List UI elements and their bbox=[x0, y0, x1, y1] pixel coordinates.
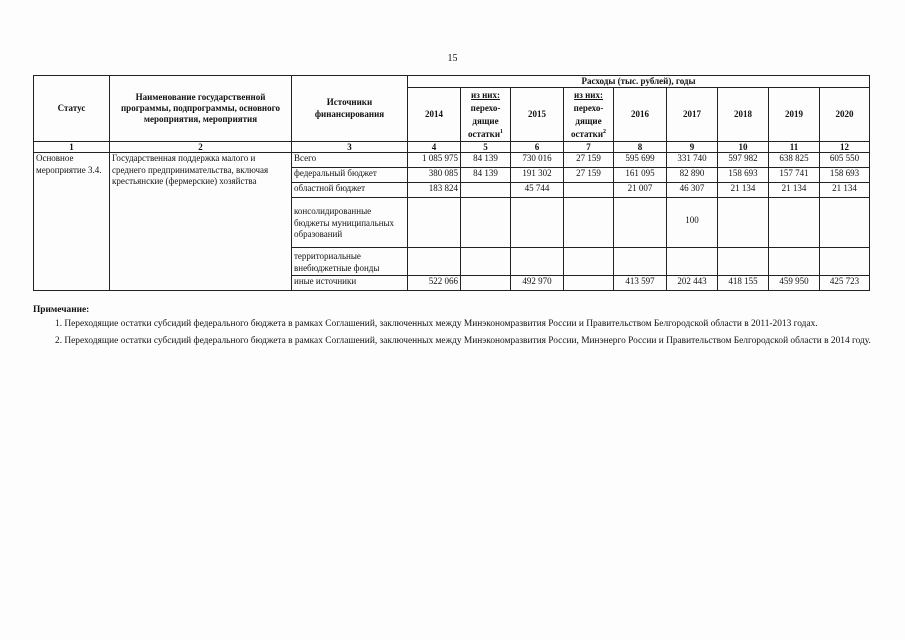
value-cell: 46 307 bbox=[667, 183, 718, 198]
column-number: 6 bbox=[511, 142, 564, 153]
value-cell: 492 970 bbox=[511, 276, 564, 291]
source-cell: территориальные внебюджетные фонды bbox=[292, 248, 408, 276]
value-cell: 21 007 bbox=[614, 183, 667, 198]
column-number: 4 bbox=[408, 142, 461, 153]
value-cell bbox=[408, 198, 461, 248]
value-cell: 82 890 bbox=[667, 168, 718, 183]
program-cell: Государственная поддержка малого и среднего предпринимательства, включая крестьянские (фермерские) хозяйства bbox=[110, 153, 292, 291]
value-cell: 380 085 bbox=[408, 168, 461, 183]
value-cell bbox=[564, 276, 614, 291]
value-cell bbox=[718, 248, 769, 276]
header-year-2015: 2015 bbox=[511, 88, 564, 142]
value-cell bbox=[769, 248, 820, 276]
header-year-2014: 2014 bbox=[408, 88, 461, 142]
value-cell: 45 744 bbox=[511, 183, 564, 198]
column-number: 10 bbox=[718, 142, 769, 153]
header-year-2017: 2017 bbox=[667, 88, 718, 142]
value-cell bbox=[820, 198, 870, 248]
value-cell: 597 982 bbox=[718, 153, 769, 168]
footnote-ref-2: 2 bbox=[603, 129, 607, 136]
header-year-2020: 2020 bbox=[820, 88, 870, 142]
table-row bbox=[34, 153, 870, 168]
footnote-ref-1: 1 bbox=[500, 129, 504, 136]
header-carryover-1 bbox=[461, 88, 511, 142]
value-cell bbox=[461, 198, 511, 248]
source-cell: консолидированные бюджеты муниципальных образований bbox=[292, 198, 408, 248]
value-cell: 21 134 bbox=[718, 183, 769, 198]
page-number: 15 bbox=[447, 53, 458, 64]
value-cell bbox=[718, 198, 769, 248]
value-cell: 84 139 bbox=[461, 153, 511, 168]
value-cell: 522 066 bbox=[408, 276, 461, 291]
value-cell bbox=[564, 183, 614, 198]
value-cell: 1 085 975 bbox=[408, 153, 461, 168]
column-number: 8 bbox=[614, 142, 667, 153]
value-cell: 84 139 bbox=[461, 168, 511, 183]
value-cell bbox=[769, 198, 820, 248]
header-expenses: Расходы (тыс. рублей), годы bbox=[408, 76, 870, 88]
value-cell: 202 443 bbox=[667, 276, 718, 291]
value-cell bbox=[614, 248, 667, 276]
value-cell bbox=[461, 183, 511, 198]
value-cell: 413 597 bbox=[614, 276, 667, 291]
note-item-2: 2. Переходящие остатки субсидий федерального бюджета в рамках Соглашений, заключенных между Минэкономразвития России, Минэнерго России и Правительством Белгородской области в 2014 году. bbox=[55, 336, 871, 347]
header-sources: Источники финансирования bbox=[292, 76, 408, 142]
header-year-2019: 2019 bbox=[769, 88, 820, 142]
header-carryover-label: перехо- дящие остатки bbox=[467, 103, 501, 140]
value-cell: 27 159 bbox=[564, 153, 614, 168]
value-cell: 183 824 bbox=[408, 183, 461, 198]
column-number: 3 bbox=[292, 142, 408, 153]
value-cell bbox=[511, 198, 564, 248]
column-number: 1 bbox=[34, 142, 110, 153]
value-cell: 418 155 bbox=[718, 276, 769, 291]
source-cell: федеральный бюджет bbox=[292, 168, 408, 183]
value-cell: 730 016 bbox=[511, 153, 564, 168]
value-cell: 157 741 bbox=[769, 168, 820, 183]
value-cell: 331 740 bbox=[667, 153, 718, 168]
value-cell: 21 134 bbox=[769, 183, 820, 198]
note-item-1: 1. Переходящие остатки субсидий федерального бюджета в рамках Соглашений, заключенных между Минэкономразвития России и Правительством Белгородской области в 2011-2013 годах. bbox=[55, 318, 818, 329]
notes-title: Примечание: bbox=[33, 305, 90, 315]
value-cell: 638 825 bbox=[769, 153, 820, 168]
header-of-them-label: из них: bbox=[471, 90, 500, 101]
header-carryover-2 bbox=[564, 88, 614, 142]
column-number: 2 bbox=[110, 142, 292, 153]
header-of-them-label: из них: bbox=[574, 90, 603, 101]
value-cell: 605 550 bbox=[820, 153, 870, 168]
value-cell bbox=[461, 248, 511, 276]
header-status: Статус bbox=[34, 76, 110, 142]
value-cell: 100 bbox=[667, 198, 718, 248]
value-cell bbox=[564, 198, 614, 248]
notes-section bbox=[33, 304, 875, 349]
value-cell bbox=[461, 276, 511, 291]
value-cell: 27 159 bbox=[564, 168, 614, 183]
header-year-2016: 2016 bbox=[614, 88, 667, 142]
value-cell: 158 693 bbox=[718, 168, 769, 183]
header-year-2018: 2018 bbox=[718, 88, 769, 142]
source-cell: областной бюджет bbox=[292, 183, 408, 198]
value-cell bbox=[511, 248, 564, 276]
value-cell: 161 095 bbox=[614, 168, 667, 183]
column-number: 11 bbox=[769, 142, 820, 153]
value-cell: 425 723 bbox=[820, 276, 870, 291]
value-cell: 459 950 bbox=[769, 276, 820, 291]
value-cell: 191 302 bbox=[511, 168, 564, 183]
column-number: 5 bbox=[461, 142, 511, 153]
value-cell bbox=[564, 248, 614, 276]
value-cell: 21 134 bbox=[820, 183, 870, 198]
source-cell: иные источники bbox=[292, 276, 408, 291]
value-cell bbox=[408, 248, 461, 276]
column-number-row bbox=[34, 142, 870, 153]
header-carryover-label: перехо- дящие остатки bbox=[570, 103, 604, 140]
header-program-name: Наименование государственной программы, подпрограммы, основного мероприятия, мероприятия bbox=[110, 76, 292, 142]
status-cell: Основное мероприятие 3.4. bbox=[34, 153, 110, 291]
source-cell: Всего bbox=[292, 153, 408, 168]
column-number: 7 bbox=[564, 142, 614, 153]
value-cell bbox=[820, 248, 870, 276]
column-number: 12 bbox=[820, 142, 870, 153]
budget-table bbox=[33, 75, 870, 291]
value-cell: 595 699 bbox=[614, 153, 667, 168]
value-cell bbox=[614, 198, 667, 248]
value-cell: 158 693 bbox=[820, 168, 870, 183]
value-cell bbox=[667, 248, 718, 276]
column-number: 9 bbox=[667, 142, 718, 153]
